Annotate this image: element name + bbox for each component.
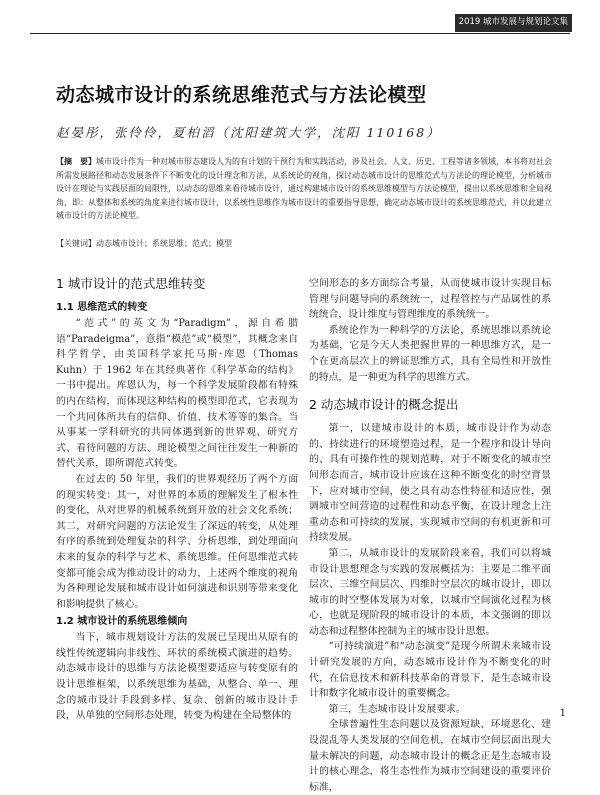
header-rule — [30, 33, 570, 34]
paper-title: 动态城市设计的系统思维范式与方法论模型 — [56, 84, 427, 106]
paragraph: 第二，从城市设计的发展阶段来看，我们可以将城市设计思想理念与实践的发展概括为：主要是二维平面层次、三维空间层次、四维时空层次的城市设计，即以城市的时空整体发展为对象，以城市空间演化过程为核心，也就是现阶段的城市设计的本质，本文强调的即以动态和过程整体控制为主的城市设计思想。 — [309, 547, 551, 637]
paragraph: 第三，生态城市设计发展要求。 — [328, 703, 466, 715]
paragraph: “范式”的英文为“Paradigm”，源自希腊语“Paradeigma”，意指“模范”或“模型”，其概念来自科学哲学，由美国科学家托马斯·库恩（Thomas Kuhn）于 1962 年在其经典著作《科学革命的结构》一书中提出。库恩认为，每一个科学发展阶段都有特殊的内在结构，而体现这种结构的模型即范式，它表现为一个共同体所共有的信仰、价值、技术等等的集合。当从事某一学科研究的共同体遇到新的世界观、研究方式、看待问题的方法、理论模型之间往往发生一种新的替代关系，即所谓范式转变。 — [56, 318, 298, 470]
abstract-text: 城市设计作为一种对城市形态建设人为的有计划的干预行为和实践活动，涉及社会、人文、历史、工程等诸多领域，本书将对社会所需发展路径和动态发展条件下不断变化的设计理念和方法，从系统论的视角，探讨动态城市设计的思维范式与方法论的理论模型，分析城市设计在理论与实践层面的局限性，以动态的思维来看待城市设计，通过构建城市设计的系统思维模型与方法论模型，提出以系统思维和全局视角，即：从整体和系统的角度来进行城市设计，以系统性思维作为城市设计的重要指导思想，确定动态城市设计的系统思维范式，并以此建立城市设计的方法论模型。 — [56, 157, 552, 221]
right-column — [309, 276, 551, 795]
paragraph: 第一，以建城市设计的本质，城市设计作为动态的、持续进行的环境塑造过程，是一个程序和设计导向的、具有可操作性的规划范畴，对于不断变化的城市空间形态而言，城市设计应该在这种不断变化的时空背景下，应对城市空间，使之具有动态性特征和适应性，强调城市空间营造的过程性和动态平衡，在设计理念上注重动态和可持续的发展，实现城市空间的有机更新和可持续发展。 — [309, 423, 551, 544]
paragraph: 系统论作为一种科学的方法论，系统思维以系统论为基础，它是今天人类把握世界的一种思维方式，是一个在更高层次上的辨证思维方式，具有全局性和开放性的特点，是一种更为科学的思维方式。 — [309, 324, 551, 383]
abstract-label: 【摘 要】 — [56, 156, 96, 166]
keywords-label: 【关键词】 — [56, 239, 96, 248]
keywords-text: 动态城市设计；系统思维；范式；模型 — [96, 239, 232, 248]
paper-authors: 赵晏彤，张伶伶，夏柏滔（沈阳建筑大学，沈阳 110168） — [56, 125, 441, 140]
section-heading-2: 2 动态城市设计的概念提出 — [309, 397, 459, 413]
paragraph: 全球普遍性生态问题以及资源短缺、环境恶化、建设混乱等人类发展的空间危机，在城市空间层面出现大量未解决的问题，动态城市设计的概念正是生态城市设计的核心理念，将生态性作为城市空间建设的重要评价标准， — [309, 719, 551, 793]
paragraph: 当下，城市规划设计方法的发展已呈现出从原有的线性传统逻辑向非线性、环状的系统模式演进的趋势。动态城市设计的思维与方法论模型要适应与转变原有的设计思维框架，以系统思维为基础，从整合、单一、理念的城市设计手段到多样、复杂、创新的城市设计手段，从单独的空间形态处理，转变为构建在全局整体的 — [56, 632, 298, 722]
page-number: 1 — [559, 708, 566, 719]
paragraph: “可持续演进”和“动态演变”是现今所谓未来城市设计研究发展的方向，动态城市设计作为不断变化的时代，在信息技术和新科技革命的背景下，是生态城市设计和数字化城市设计的重要概念。 — [309, 641, 551, 700]
section-gap — [309, 385, 551, 397]
running-head: 2019 城市发展与规划论文集 — [455, 14, 572, 32]
paragraph: 空间形态的多方面综合考量，从而使城市设计实现目标管理与问题导向的系统统一，过程管控与产品属性的系统统合，设计维度与管理维度的系统统一。 — [309, 278, 551, 321]
section-heading-1: 1 城市设计的范式思维转变 — [56, 276, 206, 291]
subsection-heading-1-1: 1.1 思维范式的转变 — [56, 302, 148, 313]
paragraph: 在过去的 50 年里，我们的世界观经历了两个方面的现实转变：其一，对世界的本质的理解发生了根本性的变化，从对世界的机械系统到开放的社会文化系统；其二，对研究问题的方法论发生了深远的转变，从处理有序的系统到处理复杂的科学、分析思维，到处理面向未来的复杂的科学与艺术、系统思维。任何思维范式转变都可能会成为推动设计的动力，上述两个维度的视角为各种理论发展和城市设计如何演进和识别等带来变化和影响提供了核心。 — [56, 473, 298, 610]
keywords — [56, 237, 552, 250]
subsection-heading-1-2: 1.2 城市设计的系统思维倾向 — [56, 616, 188, 628]
abstract — [56, 155, 552, 223]
left-column — [56, 276, 298, 724]
